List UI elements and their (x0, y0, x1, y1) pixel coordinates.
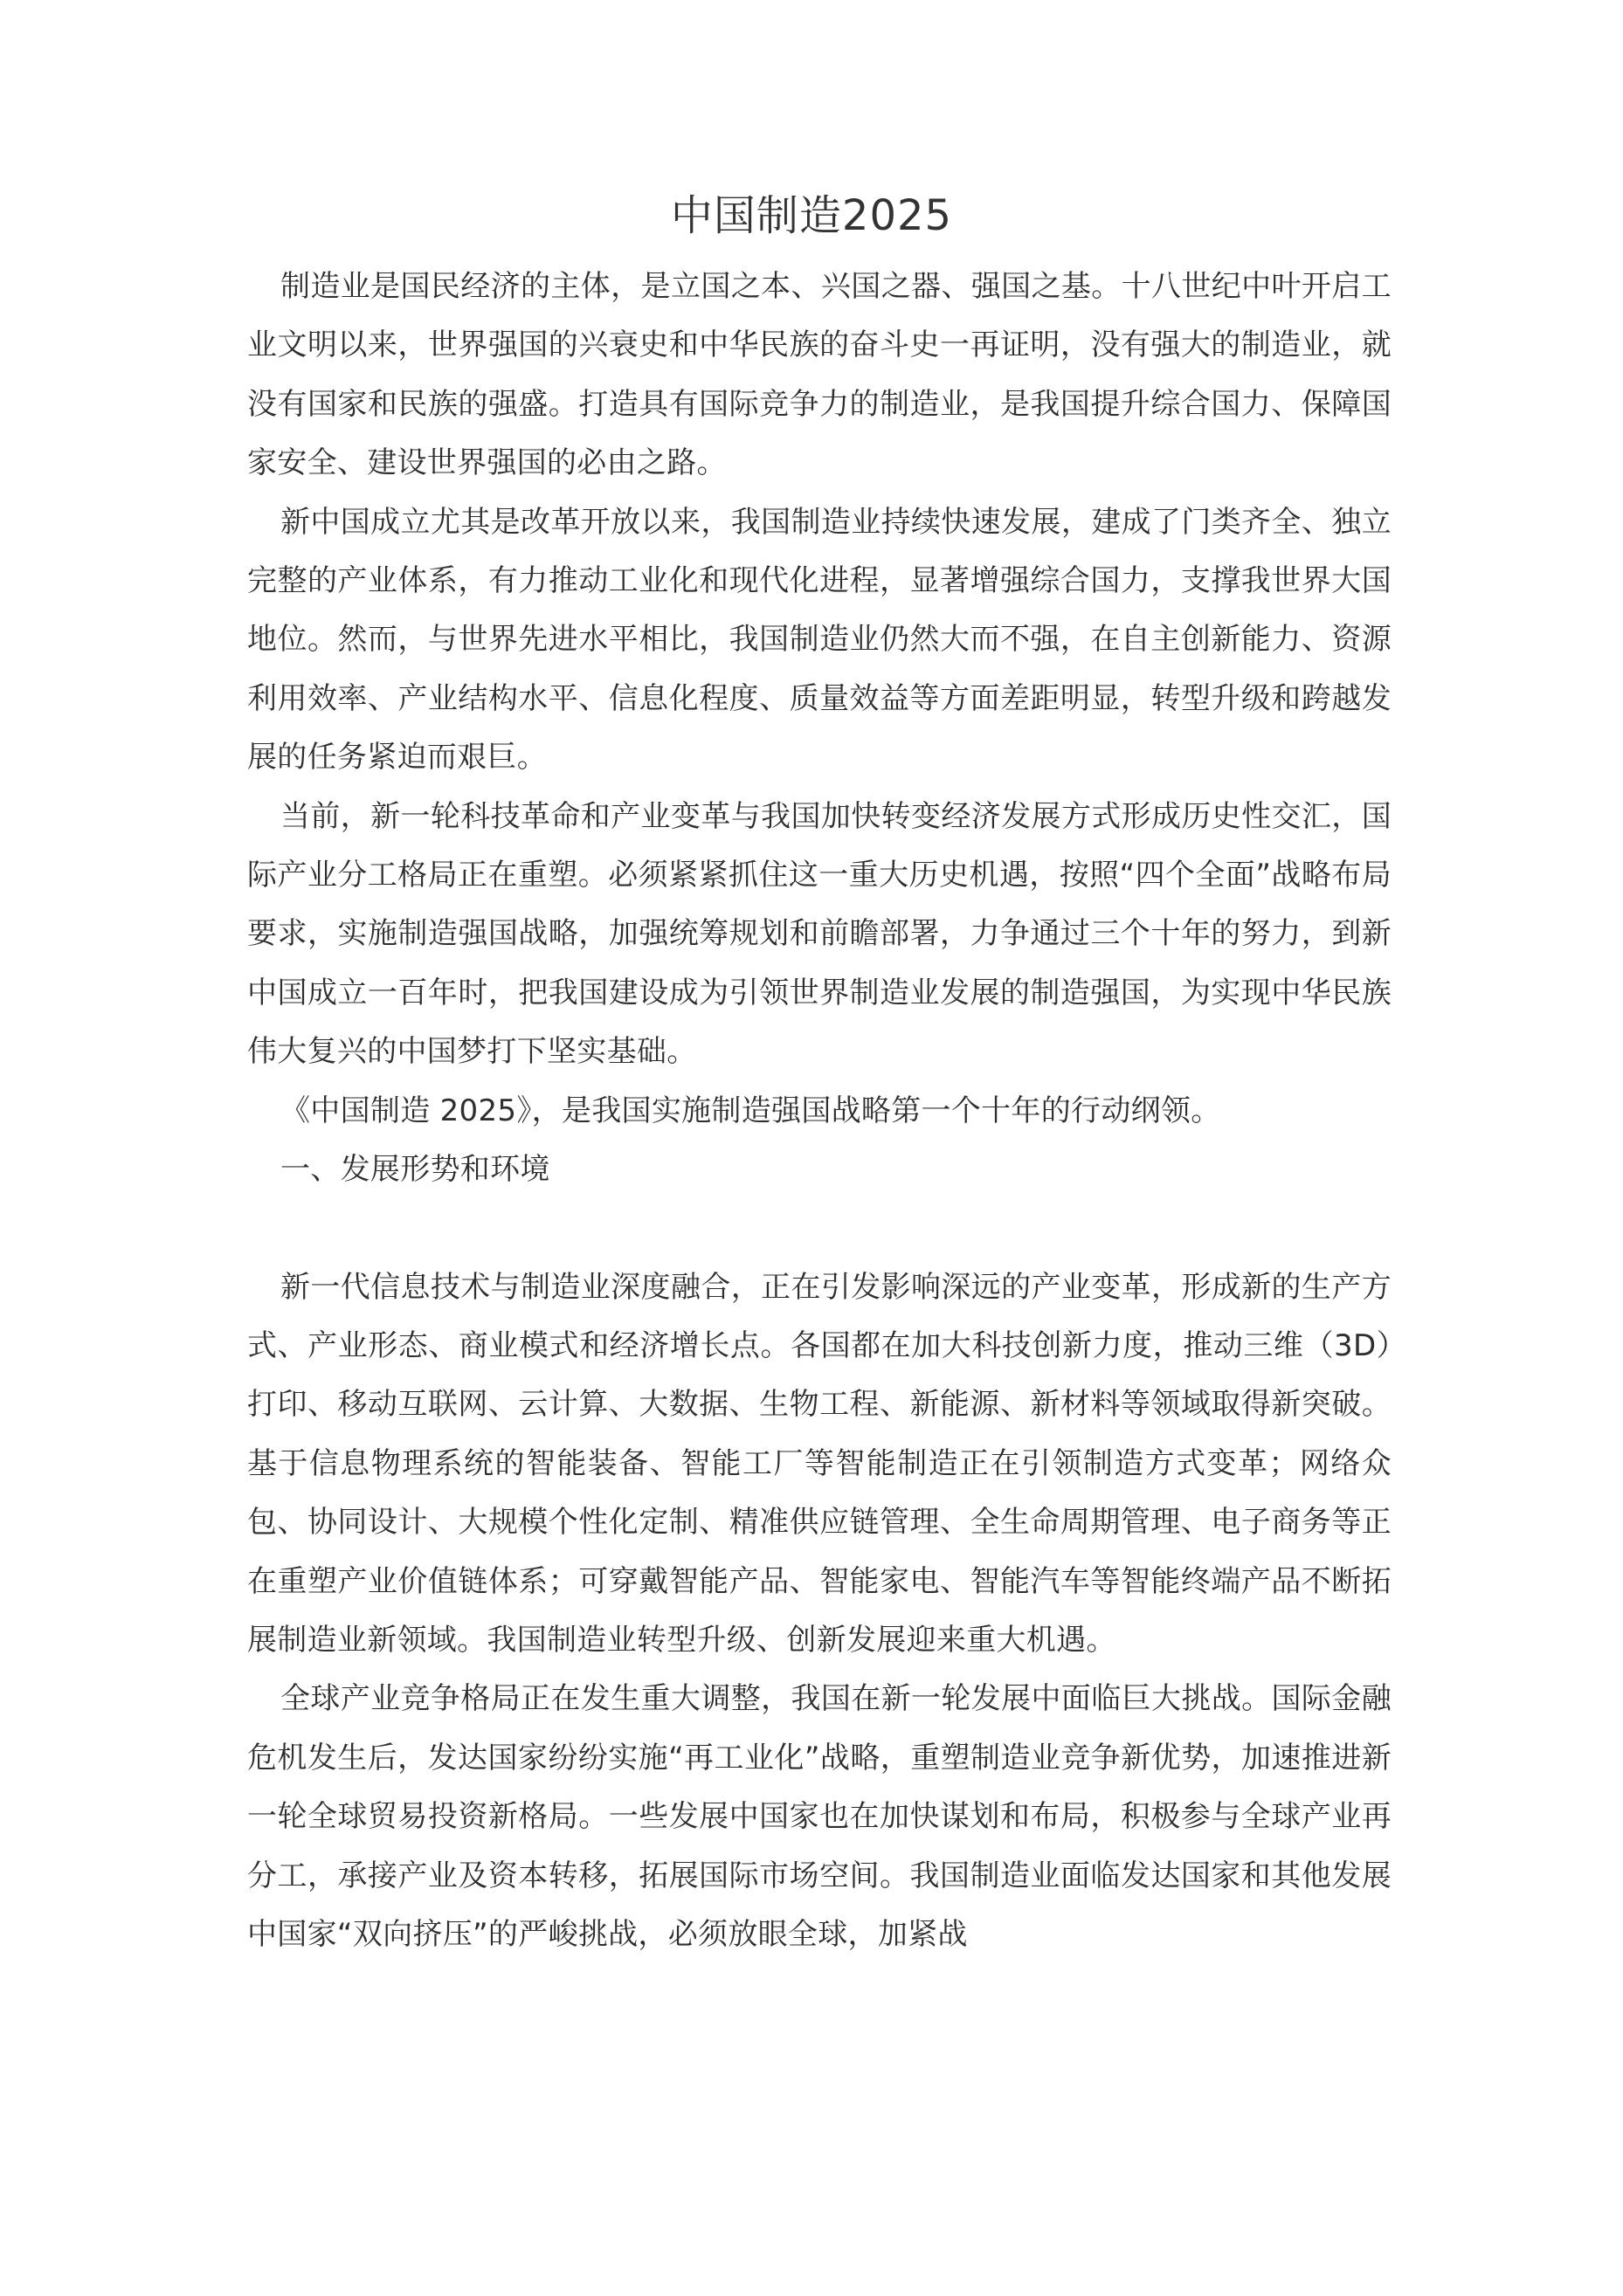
paragraph-intro-2: 新中国成立尤其是改革开放以来，我国制造业持续快速发展，建成了门类齐全、独立完整的产业体系，有力推动工业化和现代化进程，显著增强综合国力，支撑我世界大国地位。然而，与世界先进水平相比，我国制造业仍然大而不强，在自主创新能力、资源利用效率、产业结构水平、信息化程度、质量效益等方面差距明显，转型升级和跨越发展的任务紧迫而艰巨。 (247, 504, 1392, 776)
paragraph-intro-4: 《中国制造 2025》，是我国实施制造强国战略第一个十年的行动纲领。 (280, 1093, 1221, 1128)
document-body (247, 258, 1392, 1964)
document-title: 中国制造2025 (670, 191, 953, 241)
paragraph-intro-1: 制造业是国民经济的主体，是立国之本、兴国之器、强国之基。十八世纪中叶开启工业文明以来，世界强国的兴衰史和中华民族的奋斗史一再证明，没有强大的制造业，就没有国家和民族的强盛。打造具有国际竞争力的制造业，是我国提升综合国力、保障国家安全、建设世界强国的必由之路。 (247, 269, 1392, 481)
section-heading: 一、发展形势和环境 (280, 1152, 550, 1188)
paragraph-section-2: 全球产业竞争格局正在发生重大调整，我国在新一轮发展中面临巨大挑战。国际金融危机发生后，发达国家纷纷实施“再工业化”战略，重塑制造业竞争新优势，加速推进新一轮全球贸易投资新格局。一些发展中国家也在加快谋划和布局，积极参与全球产业再分工，承接产业及资本转移，拓展国际市场空间。我国制造业面临发达国家和其他发展中国家“双向挤压”的严峻挑战，必须放眼全球，加紧战 (247, 1681, 1392, 1952)
blank-line (247, 1200, 1392, 1258)
paragraph-section-1: 新一代信息技术与制造业深度融合，正在引发影响深远的产业变革，形成新的生产方式、产业形态、商业模式和经济增长点。各国都在加大科技创新力度，推动三维（3D）打印、移动互联网、云计算、大数据、生物工程、新能源、新材料等领域取得新突破。基于信息物理系统的智能装备、智能工厂等智能制造正在引领制造方式变革；网络众包、协同设计、大规模个性化定制、精准供应链管理、全生命周期管理、电子商务等正在重塑产业价值链体系；可穿戴智能产品、智能家电、智能汽车等智能终端产品不断拓展制造业新领域。我国制造业转型升级、创新发展迎来重大机遇。 (247, 1269, 1392, 1658)
paragraph-intro-3: 当前，新一轮科技革命和产业变革与我国加快转变经济发展方式形成历史性交汇，国际产业分工格局正在重塑。必须紧紧抓住这一重大历史机遇，按照“四个全面”战略布局要求，实施制造强国战略，加强统筹规划和前瞻部署，力争通过三个十年的努力，到新中国成立一百年时，把我国建设成为引领世界制造业发展的制造强国，为实现中华民族伟大复兴的中国梦打下坚实基础。 (247, 798, 1392, 1070)
